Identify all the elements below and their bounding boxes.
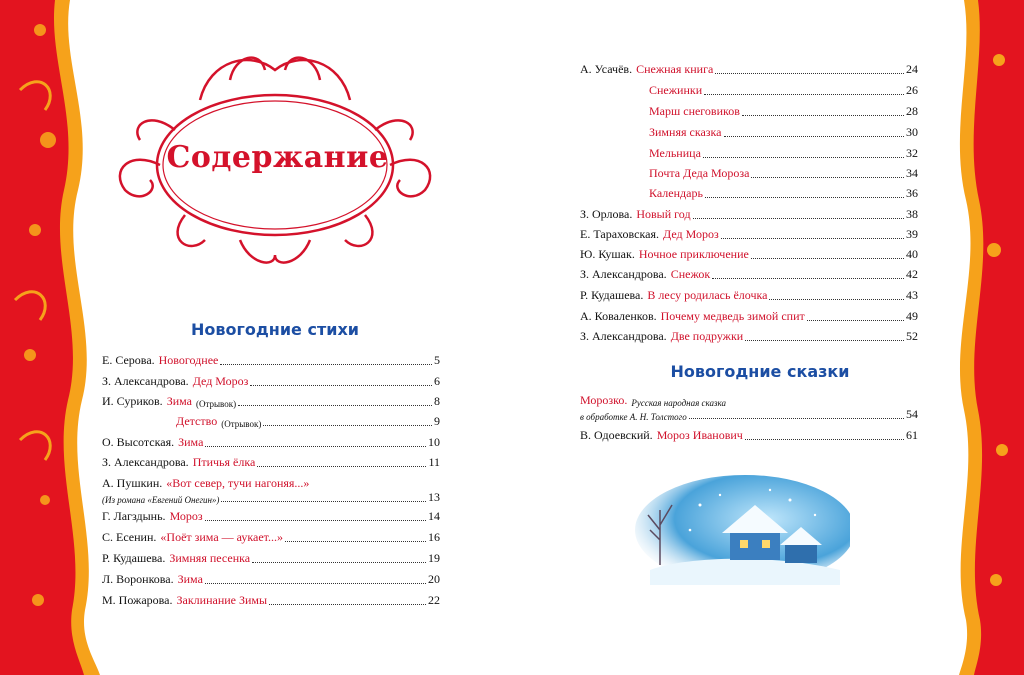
toc-entry[interactable] [102, 593, 440, 608]
toc-page: 22 [428, 593, 440, 607]
toc-entry[interactable] [102, 572, 440, 587]
toc-entry[interactable] [580, 288, 918, 303]
toc-entry[interactable] [580, 267, 918, 282]
toc-work: Календарь [649, 186, 703, 200]
toc-author: Р. Кудашева. [580, 288, 644, 302]
toc-work: «Вот север, тучи нагоняя...» [166, 476, 310, 490]
toc-work: Зима [178, 435, 204, 449]
toc-work: Снежная книга [636, 62, 714, 76]
toc-page: 32 [906, 146, 918, 160]
toc-author: Ю. Кушак. [580, 247, 635, 261]
toc-entry[interactable] [102, 353, 440, 368]
toc-author: А. Усачёв. [580, 62, 633, 76]
toc-work: Зима [177, 572, 203, 586]
toc-work: Ночное приключение [638, 247, 749, 261]
toc-page: 39 [906, 227, 918, 241]
toc-work: Дед Мороз [662, 227, 719, 241]
toc-page: 34 [906, 166, 918, 180]
toc-work: Мельница [649, 146, 701, 160]
toc-entry[interactable] [580, 407, 918, 422]
toc-entry[interactable] [580, 227, 918, 242]
toc-work: Мороз [169, 509, 203, 523]
toc-page: 14 [428, 509, 440, 523]
toc-entry[interactable] [580, 247, 918, 262]
toc-entry[interactable] [102, 394, 440, 409]
toc-entry[interactable] [102, 551, 440, 566]
toc-author: Е. Тараховская. [580, 227, 659, 241]
toc-work: Птичья ёлка [192, 455, 256, 469]
toc-entry[interactable] [580, 62, 918, 77]
section-heading-poems: Новогодние стихи [191, 320, 359, 339]
toc-work: Почему медведь зимой спит [660, 309, 805, 323]
toc-work: Зимняя песенка [169, 551, 251, 565]
toc-entry[interactable] [645, 146, 918, 161]
toc-entry[interactable] [580, 428, 918, 443]
toc-work: Детство [176, 414, 218, 428]
toc-entry[interactable] [580, 393, 918, 408]
toc-page: 40 [906, 247, 918, 261]
toc-entry[interactable] [102, 374, 440, 389]
toc-note: (Отрывок) [195, 399, 237, 409]
toc-page: 19 [428, 551, 440, 565]
toc-page: 52 [906, 329, 918, 343]
toc-work: Морозко. [580, 393, 628, 407]
toc-entry[interactable] [102, 509, 440, 524]
toc-entry[interactable] [645, 125, 918, 140]
toc-author: З. Александрова. [102, 455, 189, 469]
toc-page: 28 [906, 104, 918, 118]
toc-work: Зима [166, 394, 192, 408]
toc-entry[interactable] [580, 207, 918, 222]
toc-page: 54 [906, 407, 918, 421]
toc-entry[interactable] [645, 104, 918, 119]
toc-author: И. Суриков. [102, 394, 163, 408]
toc-work: Почта Деда Мороза [649, 166, 750, 180]
toc-page: 16 [428, 530, 440, 544]
toc-entry[interactable] [645, 83, 918, 98]
toc-entry[interactable] [172, 414, 440, 429]
toc-page: 30 [906, 125, 918, 139]
toc-entry[interactable] [102, 476, 440, 491]
toc-work: Марш снеговиков [649, 104, 740, 118]
toc-entry[interactable] [102, 435, 440, 450]
toc-page: 11 [428, 455, 440, 469]
toc-page: 9 [434, 414, 440, 428]
toc-page: 38 [906, 207, 918, 221]
toc-author: Р. Кудашева. [102, 551, 166, 565]
toc-entry[interactable] [580, 309, 918, 324]
toc-page: 20 [428, 572, 440, 586]
toc-note: (Отрывок) [221, 419, 262, 429]
toc-page: 24 [906, 62, 918, 76]
toc-entry[interactable] [102, 490, 440, 505]
toc-entry[interactable] [102, 455, 440, 470]
toc-page: 61 [906, 428, 918, 442]
toc-author: Г. Лагздынь. [102, 509, 166, 523]
toc-author: О. Высотская. [102, 435, 175, 449]
toc-entry[interactable] [645, 186, 918, 201]
toc-author: С. Есенин. [102, 530, 157, 544]
toc-work: Дед Мороз [192, 374, 249, 388]
toc-entry[interactable] [645, 166, 918, 181]
toc-note: Русская народная сказка [631, 398, 727, 408]
toc-author: В. Одоевский. [580, 428, 653, 442]
toc-work: Мороз Иванович [656, 428, 743, 442]
toc-page: 43 [906, 288, 918, 302]
toc-entry[interactable] [580, 329, 918, 344]
toc-work: Новый год [636, 207, 691, 221]
toc-author: А. Пушкин. [102, 476, 163, 490]
toc-entry[interactable] [102, 530, 440, 545]
toc-note: в обработке А. Н. Толстого [580, 412, 687, 422]
toc-work: Зимняя сказка [649, 125, 722, 139]
section-heading-tales: Новогодние сказки [670, 362, 850, 381]
toc-author: Л. Воронкова. [102, 572, 174, 586]
toc-page: 5 [434, 353, 440, 367]
toc-page: 49 [906, 309, 918, 323]
toc-work: Новогоднее [158, 353, 219, 367]
toc-page: 8 [434, 394, 440, 408]
winter-house-illustration [630, 475, 850, 585]
toc-work: Снежок [670, 267, 711, 281]
toc-author: З. Александрова. [580, 267, 667, 281]
toc-author: З. Александрова. [580, 329, 667, 343]
toc-work: «Поёт зима — аукает...» [160, 530, 284, 544]
toc-work: Снежинки [649, 83, 703, 97]
toc-author: Е. Серова. [102, 353, 155, 367]
toc-note: (Из романа «Евгений Онегин») [102, 495, 220, 505]
toc-author: З. Орлова. [580, 207, 633, 221]
toc-page: 26 [906, 83, 918, 97]
right-ornament-border [944, 0, 1024, 675]
toc-work: Две подружки [670, 329, 744, 343]
page-title: Содержание [166, 140, 389, 175]
toc-work: В лесу родилась ёлочка [647, 288, 768, 302]
toc-page: 36 [906, 186, 918, 200]
toc-work: Заклинание Зимы [176, 593, 268, 607]
toc-page: 10 [428, 435, 440, 449]
toc-page: 42 [906, 267, 918, 281]
toc-page: 6 [434, 374, 440, 388]
toc-page: 13 [428, 490, 440, 504]
toc-author: М. Пожарова. [102, 593, 173, 607]
toc-author: З. Александрова. [102, 374, 189, 388]
toc-author: А. Коваленков. [580, 309, 657, 323]
